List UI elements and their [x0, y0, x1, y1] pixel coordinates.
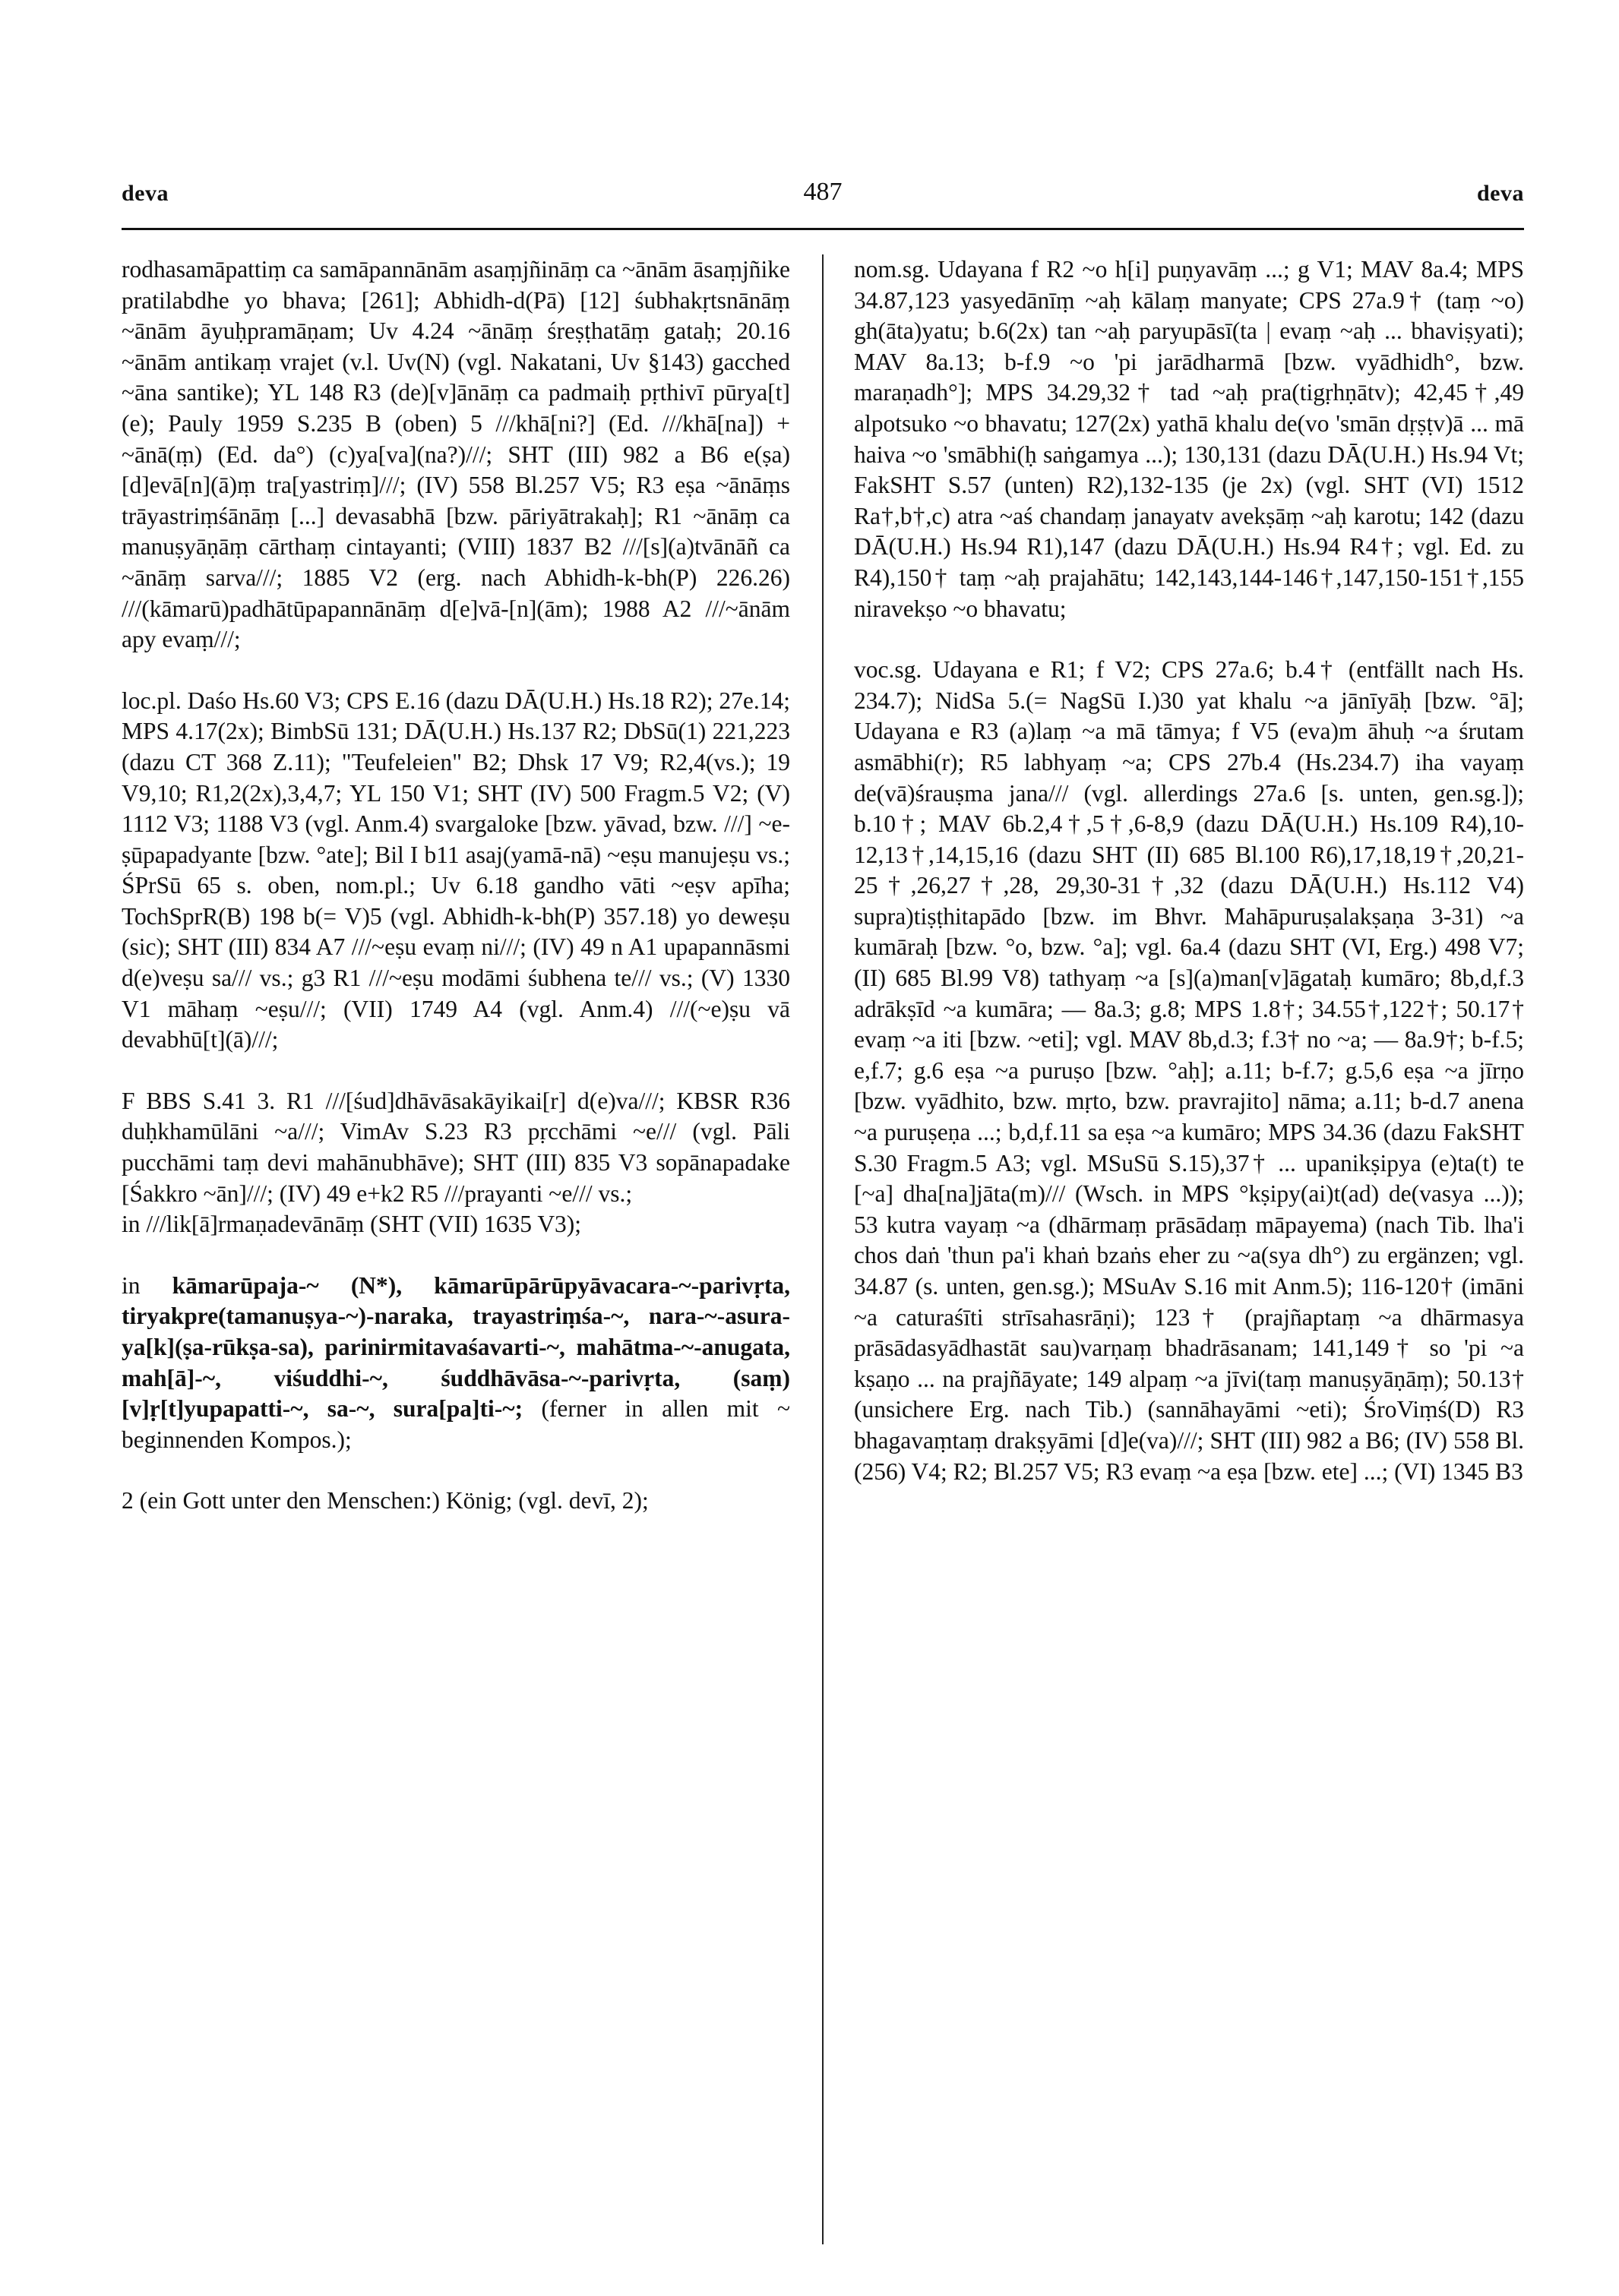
column-divider	[822, 254, 824, 2244]
entry-paragraph-loc-pl: loc.pl. Daśo Hs.60 V3; CPS E.16 (dazu DĀ(U.H.) Hs.18 R2); 27e.14; MPS 4.17(2x); BimbSū 131; DĀ(U.H.) Hs.137 R2; DbSū(1) 221,223 (dazu CT 368 Z.11); "Teufeleien" B2; Dhsk 17 V9; R2,4(vs.); 19 V9,10; R1,2(2x),3,4,7; YL 150 V1; SHT (IV) 500 Fragm.5 V2; (V) 1112 V3; 1188 V3 (vgl. Anm.4) svargaloke [bzw. yāvad, bzw. ///] ~e-ṣūpapadyante [bzw. °ate]; Bil I b11 asaj(yamā-nā) ~eṣu manujeṣu vs.; ŚPrSū 65 s. oben, nom.pl.; Uv 6.18 gandho vāti ~eṣv apīha; TochSprR(B) 198 b(= V)5 (vgl. Abhidh-k-bh(P) 357.18) yo deweṣu (sic); SHT (III) 834 A7 ///~eṣu evaṃ ni///; (IV) 49 n A1 upapannāsmi d(e)veṣu sa/// vs.; g3 R1 ///~eṣu modāmi śubhena te/// vs.; (V) 1330 V1 māhaṃ ~eṣu///; (VII) 1749 A4 (vgl. Anm.4) ///(~e)ṣu vā devabhū[t](ā)///;	[122, 687, 790, 1053]
entry-paragraph-voc-sg: voc.sg. Udayana e R1; f V2; CPS 27a.6; b.4† (entfällt nach Hs. 234.7); NidSa 5.(= NagSū I.)30 yat khalu ~a jānīyāḥ [bzw. °ā]; Udayana e R3 (a)laṃ ~a mā tāmya; f V5 (eva)m āhuḥ ~a śrutam asmābhi(r); R5 labhyaṃ ~a; CPS 27b.4 (Hs.234.7) iha vayaṃ de(vā)śrauṣma jana/// (vgl. allerdings 27a.6 [s. unten, gen.sg.]); b.10†; MAV 6b.2,4†,5†,6-8,9 (dazu DĀ(U.H.) Hs.109 R4),10-12,13†,14,15,16 (dazu SHT (II) 685 Bl.100 R6),17,18,19†,20,21-25†,26,27†,28, 29,30-31†,32 (dazu DĀ(U.H.) Hs.112 V4) supra)tiṣṭhitapādo [bzw. im Bhvr. Mahāpuruṣalakṣaṇa 3-31) ~a kumāraḥ [bzw. °o, bzw. °a]; vgl. 6a.4 (dazu SHT (VI, Erg.) 498 V7; (II) 685 Bl.99 V8) tathyaṃ ~a [s](a)man[v]āgataḥ kumāro; 8b,d,f.3 adrākṣīd ~a kumāra; — 8a.3; g.8; MPS 1.8†; 34.55†,122†; 50.17† evaṃ ~a iti [bzw. ~eti]; vgl. MAV 8b,d.3; f.3† no ~a; — 8a.9†; b-f.5; e,f.7; g.6 eṣa ~a puruṣo [bzw. °aḥ]; a.11; b-f.7; g.5,6 eṣa ~a jīrṇo [bzw. vyādhito, bzw. mṛto, bzw. pravrajito] nāma; a.11; b-d.7 anena ~a puruṣeṇa ...; b,d,f.11 sa eṣa ~a kumāro; MPS 34.36 (dazu FakSHT S.30 Fragm.5 A3; vgl. MSuSū S.15),37† ... upanikṣipya (e)ta(t) te [~a] dha[na]jāta(m)/// (Wsch. in MPS °kṣipy(ai)t(ad) de(vasya ...)); 53 kutra vayaṃ ~a (dhārmaṃ prāsādaṃ māpayema) (nach Tib. lha'i chos daṅ 'thun pa'i khaṅ bzaṅs eher zu ~a(sya dh°) zu ergänzen; vgl. 34.87 (s. unten, gen.sg.); MSuAv S.16 mit Anm.5); 116-120† (imāni ~a caturaśīti strīsahasrāṇi); 123† (prajñaptaṃ ~a dhārmasya prāsādasyādhastāt sau)varṇaṃ bhadrāsanam; 141,149† so 'pi ~a kṣaṇo ... na prajñāyate; 149 alpaṃ ~a jīvi(taṃ manuṣyāṇāṃ); 50.13† (unsichere Erg. nach Tib.) (sannāhayāmi ~eti); ŚroViṃś(D) R3 bhagavaṃtaṃ drakṣyāmi [d]e(va)///; SHT (III) 982 a B6; (IV) 558 Bl.(256) V4; R2; Bl.257 V5; R3 evaṃ ~a eṣa [bzw. ete] ...; (VI) 1345 B3	[854, 656, 1524, 1485]
headword-right: deva	[1477, 181, 1524, 206]
right-column	[854, 254, 1524, 1487]
compounds-list: kāmarūpaja-~ (N*), kāmarūpārūpyāvacara-~-parivṛta, tiryakpre(tamanuṣya-~)-naraka, trayastriṃśa-~, nara-~-asura-ya[k](ṣa-rūkṣa-sa), parinirmitavaśavarti-~, mahātma-~-anugata, mah[ā]-~, viśuddhi-~, śuddhāvāsa-~-parivṛta, (saṃ)[v]ṛ[t]yupapatti-~, sa-~, sura[pa]ti-~;	[122, 1271, 790, 1423]
headword-left: deva	[122, 181, 169, 206]
page-number: 487	[803, 178, 843, 206]
entry-paragraph-gen-pl: rodhasamāpattiṃ ca samāpannānām asaṃjñināṃ ca ~ānām āsaṃjñike pratilabdhe yo bhava; [261]; Abhidh-d(Pā) [12] śubhakṛtsnānāṃ ~ānām āyuḥpramāṇam; Uv 4.24 ~ānāṃ śreṣṭhatāṃ gataḥ; 20.16 ~ānām antikaṃ vrajet (v.l. Uv(N) (vgl. Nakatani, Uv §143) gacched ~āna santike); YL 148 R3 (de)[v]ānāṃ ca padmaiḥ pṛthivī pūrya[t](e); Pauly 1959 S.235 B (oben) 5 ///khā[ni?] (Ed. ///khā[na]) + ~ānā(ṃ) (Ed. da°) (c)ya[va](na?)///; SHT (III) 982 a B6 e(ṣa) [d]evā[n](ā)ṃ tra[yastriṃ]///; (IV) 558 Bl.257 V5; R3 eṣa ~ānāṃs trāyastriṃśānāṃ [...] devasabhā [bzw. pāriyātrakaḥ]; R1 ~ānāṃ ca manuṣyāṇāṃ cārthaṃ cintayanti; (VIII) 1837 B2 ///[s](a)tvānāñ ca ~ānāṃ sarva///; 1885 V2 (erg. nach Abhidh-k-bh(P) 226.26) ///(kāmarū)padhātūpapannānāṃ d[e]vā-[n](ām); 1988 A2 ///~ānām apy evaṃ///;	[122, 256, 790, 653]
running-header	[122, 178, 1524, 219]
header-rule	[122, 228, 1524, 230]
entry-paragraph-meaning-2: 2 (ein Gott unter den Menschen:) König; (vgl. devī, 2);	[122, 1487, 649, 1514]
entry-paragraph-compounds	[122, 1271, 790, 1456]
compounds-prefix: in	[122, 1271, 172, 1299]
entry-paragraph-in-form: in ///lik[ā]rmaṇadevānāṃ (SHT (VII) 1635 V3);	[122, 1211, 582, 1238]
entry-paragraph-f-forms: F BBS S.41 3. R1 ///[śud]dhāvāsakāyikai[r] d(e)va///; KBSR R36 duḥkhamūlāni ~a///; VimAv S.23 R3 pṛcchāmi ~e/// (vgl. Pāli pucchāmi taṃ devi mahānubhāve); SHT (III) 835 V3 sopānapadake [Śakkro ~ān]///; (IV) 49 e+k2 R5 ///prayanti ~e/// vs.;	[122, 1087, 790, 1207]
left-column	[122, 254, 790, 1517]
entry-paragraph-nom-sg: nom.sg. Udayana f R2 ~o h[i] puṇyavāṃ ...; g V1; MAV 8a.4; MPS 34.87,123 yasyedānīṃ ~aḥ kālaṃ manyate; CPS 27a.9† (taṃ ~o) gh(āta)yatu; b.6(2x) tan ~aḥ paryupāsī(ta | evaṃ ~aḥ ... bhaviṣyati); MAV 8a.13; b-f.9 ~o 'pi jarādharmā [bzw. vyādhidh°, bzw. maraṇadh°]; MPS 34.29,32† tad ~aḥ pra(tigṛhṇātv); 42,45†,49 alpotsuko ~o bhavatu; 127(2x) yathā khalu de(vo 'smān dṛṣṭv)ā ... mā haiva ~o 'smābhi(ḥ saṅgamya ...); 130,131 (dazu DĀ(U.H.) Hs.94 Vt; FakSHT S.57 (unten) R2),132-135 (je 2x) (vgl. SHT (VI) 1512 Ra†,b†,c) atra ~aś chandaṃ janayatv avekṣāṃ ~aḥ karotu; 142 (dazu DĀ(U.H.) Hs.94 R1),147 (dazu DĀ(U.H.) Hs.94 R4†; vgl. Ed. zu R4),150† taṃ ~aḥ prajahātu; 142,143,144-146†,147,150-151†,155 niravekṣo ~o bhavatu;	[854, 256, 1524, 622]
compounds-note: (ferner in allen mit ~ beginnenden Kompos.);	[122, 1395, 791, 1453]
